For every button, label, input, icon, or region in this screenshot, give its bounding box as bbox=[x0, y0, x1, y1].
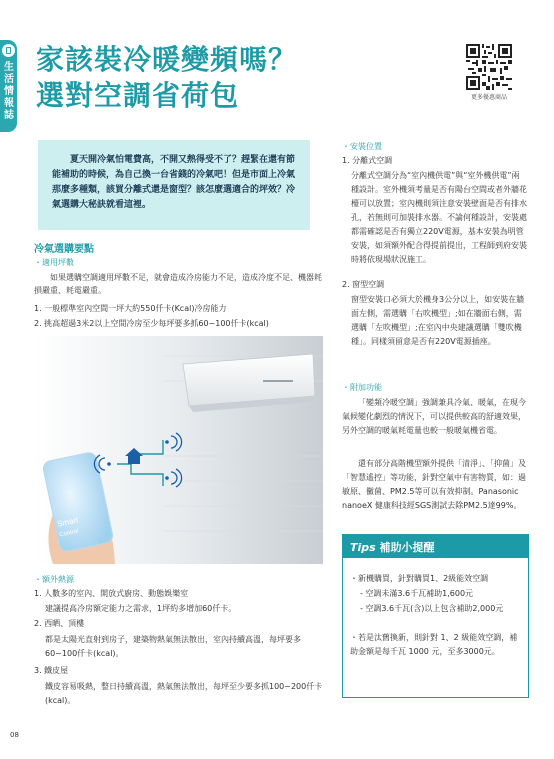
features-paragraph-2: 還有部分高階機型額外提供「清淨」、「抑菌」及「智慧遙控」等功能，針對空氣中有害物質，如：過敏原、黴菌、PM2.5等可以有效抑制。Panasonic nanoeX 健康科技經SGS測試去除PM2.5達99%。 bbox=[342, 459, 526, 510]
tips-item-1: ・新機購買，針對購買1、2級能效空調 bbox=[350, 574, 489, 583]
tips-item-2: ・若是汰舊換新，則針對 1、2 級能效空調，補助金額是每千瓦 1000 元，至多3000元。 bbox=[350, 633, 518, 656]
intro-box bbox=[38, 140, 310, 230]
tips-title bbox=[350, 539, 435, 555]
notebook-icon bbox=[2, 44, 15, 57]
ping-item-2: 2. 挑高超過3米2以上空間冷房至少每坪要多抓60~100仟卡(kcal) bbox=[34, 319, 269, 328]
subhead-install: ・安裝位置 bbox=[342, 142, 382, 151]
features-paragraph-1: 「變頻冷暖空調」強調兼具冷氣、暖氣，在現今氣候變化劇烈的情況下，可以提供較高的舒適效果，另外空調的暖氣耗電量也較一般暖氣機省電。 bbox=[342, 398, 526, 435]
remote-label-1: Smart bbox=[56, 515, 79, 529]
tips-title-italic: Tips bbox=[350, 541, 376, 554]
subhead-features: ・附加功能 bbox=[342, 383, 382, 392]
ping-item-1: 1. 一般標準室內空間一坪大約550仟卡(Kcal)冷房能力 bbox=[34, 304, 227, 313]
tips-title-rest: 補助小提醒 bbox=[375, 541, 435, 554]
extra-item-1-title: 1. 人數多的室內、開放式廚房、動態娛樂室 bbox=[34, 589, 189, 598]
intro-text: 夏天開冷氣怕電費高，不開又熱得受不了？趕緊在還有節能補助的時候，為自己換一台省錢的冷氣吧！但是市面上冷氣那麼多種類，該買分離式還是窗型？該怎麼選適合的坪效？冷氣選購大秘訣就看這裡。 bbox=[52, 155, 296, 210]
side-tab-label: 生活情報誌 bbox=[4, 62, 14, 121]
aircon-illustration bbox=[33, 336, 323, 564]
page-number: 08 bbox=[10, 731, 19, 739]
install-item-2-title: 2. 窗型空調 bbox=[342, 280, 385, 289]
qr-caption: 更多優惠商品 bbox=[470, 94, 507, 101]
ping-paragraph: 如果選購空調適用坪數不足，就會造成冷房能力不足，造成冷度不足、機器耗損嚴重、耗電嚴重。 bbox=[34, 273, 322, 295]
install-item-1-title: 1. 分離式空調 bbox=[342, 156, 393, 165]
install-item-2-desc: 窗型安裝口必須大於機身3公分以上，如安裝在牆面左側，需選購「右吹機型」;如在牆面右側，需選購「左吹機型」;在室內中央建議選購「雙吹機種」。同樣須留意是否有220V電源插座。 bbox=[351, 295, 525, 346]
tips-sub-1: - 空調未滿3.6千瓦補助1,600元 bbox=[360, 589, 474, 598]
subhead-extra-heat: ・額外熱源 bbox=[34, 575, 74, 584]
extra-item-1-desc: 建議提高冷房額定能力之需求，1坪約多增加60仟卡。 bbox=[45, 604, 237, 613]
subhead-ping: ・適用坪數 bbox=[34, 258, 74, 267]
tips-sub-2: - 空調3.6千瓦(含)以上包含補助2,000元 bbox=[360, 604, 504, 613]
qr-code-icon[interactable] bbox=[466, 44, 512, 90]
remote-label-2: Control bbox=[58, 528, 80, 539]
extra-item-2-title: 2. 西晒、頂樓 bbox=[34, 619, 85, 628]
section-heading-selection: 冷氣選購要點 bbox=[34, 244, 94, 255]
extra-item-3-title: 3. 鐵皮屋 bbox=[34, 666, 69, 675]
install-item-1-desc: 分離式空調分為“室內機供電”與“室外機供電”兩種設計。室外機須考量是否有陽台空間或者外牆花檯可以放置；室內機則須注意安裝壁面是否有排水孔，若無則可加裝排水器。不論何種設計，安裝處都需確認是否有獨立220V電源，基本安裝為明管安裝，如須額外配合得提前提出，工程師到府安裝時將依現場狀況施工。 bbox=[351, 171, 527, 264]
page-title: 家該裝冷暖變頻嗎？ 選對空調省荷包 bbox=[36, 43, 298, 112]
tips-box bbox=[342, 534, 529, 698]
extra-item-2-desc: 都是太陽光直射到房子，建築物熱氣無法散出，室內持續高溫，每坪要多60~100仟卡(kcal)。 bbox=[45, 635, 301, 658]
extra-item-3-desc: 鐵皮容易吸熱，整日持續高溫，熱氣無法散出，每坪至少要多抓100~200仟卡(kcal)。 bbox=[45, 682, 323, 705]
